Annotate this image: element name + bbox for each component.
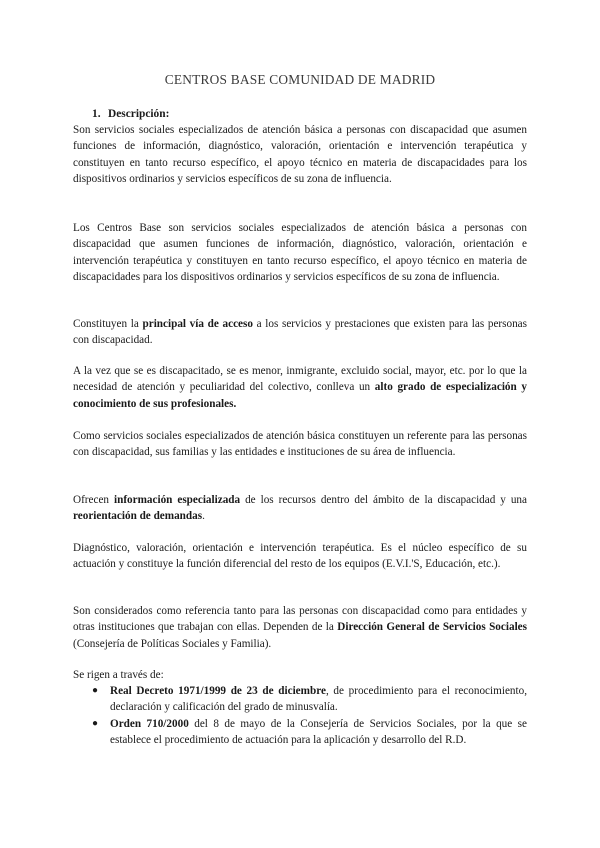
p3-text-a: Constituyen la: [73, 318, 143, 330]
regulation-text: , de procedimiento para el reconocimiento, declaración y calificación del grado de minusvalía.: [110, 685, 527, 714]
paragraph-5: Como servicios sociales especializados de atención básica constituyen un referente para las personas con discapacidad, sus familias y las entidades e instituciones de su área de influencia.: [73, 430, 527, 459]
paragraph-1: Son servicios sociales especializados de atención básica a personas con discapacidad que asumen funciones de información, diagnóstico, valoración, orientación e intervención terapéutica y constituyen en tanto recurso específico, el apoyo técnico en materia de discapacidades para los dispositivos ordinarios y servicios específicos de su zona de influencia.: [73, 124, 527, 186]
p8-text-c: (Consejería de Políticas Sociales y Familia).: [73, 637, 272, 650]
document-title: CENTROS BASE COMUNIDAD DE MADRID: [164, 72, 436, 87]
p6-text-e: .: [202, 510, 205, 523]
p3-text-c: a los servicios y prestaciones que existen para las personas con discapacidad.: [73, 318, 528, 347]
p8-bold: Dirección General de Servicios Sociales: [337, 621, 527, 634]
paragraph-8: [73, 603, 527, 652]
paragraph-9: Se rigen a través de:: [73, 669, 164, 681]
paragraph-2: Los Centros Base son servicios sociales especializados de atención básica a personas con discapacidad que asumen funciones de información, diagnóstico, valoración, orientación e intervención terapéutica y constituyen en tanto recurso específico, el apoyo técnico en materia de discapacidades para los dispositivos ordinarios y servicios específicos de su zona de influencia.: [73, 222, 527, 284]
paragraph-7: Diagnóstico, valoración, orientación e intervención terapéutica. Es el núcleo específico de su actuación y constituye la función diferencial del resto de los equipos (E.V.I.'S, Educación, etc.).: [73, 542, 527, 571]
section-heading: [92, 106, 169, 122]
p6-bold-2: reorientación de demandas: [73, 510, 203, 523]
p4-bold: alto grado de especialización y conocimiento de sus profesionales.: [73, 381, 527, 410]
list-item: [92, 683, 527, 716]
p4-text-a: A la vez que se es discapacitado, se es menor, inmigrante, excluido social, mayor, etc. por lo que la necesidad de atención y peculiaridad del colectivo, conlleva un: [73, 365, 527, 394]
p6-text-a: Ofrecen: [73, 494, 114, 506]
bullet-icon: ●: [92, 717, 99, 729]
p6-text-c: de los recursos dentro del ámbito de la discapacidad y una: [240, 494, 527, 506]
regulations-list: [92, 683, 527, 749]
p6-bold-1: información especializada: [113, 494, 241, 506]
section-number: 1.: [92, 108, 101, 120]
regulation-text: del 8 de mayo de la Consejería de Servicios Sociales, por la que se establece el procedimiento de actuación para la aplicación y desarrollo del R.D.: [110, 717, 527, 747]
paragraph-4: [73, 363, 527, 412]
section-title: Descripción:: [108, 108, 170, 120]
bullet-icon: ●: [92, 685, 99, 696]
regulation-title: Real Decreto 1971/1999 de 23 de diciembre: [110, 685, 326, 697]
list-item: [92, 716, 527, 749]
paragraph-3: [73, 316, 527, 349]
regulation-title: Orden 710/2000: [110, 717, 189, 730]
p3-bold: principal vía de acceso: [142, 318, 253, 330]
paragraph-6: [73, 492, 527, 525]
p8-text-a: Son considerados como referencia tanto para las personas con discapacidad como para entidades y otras instituciones que trabajan con ellas. Dependen de la: [73, 605, 527, 634]
